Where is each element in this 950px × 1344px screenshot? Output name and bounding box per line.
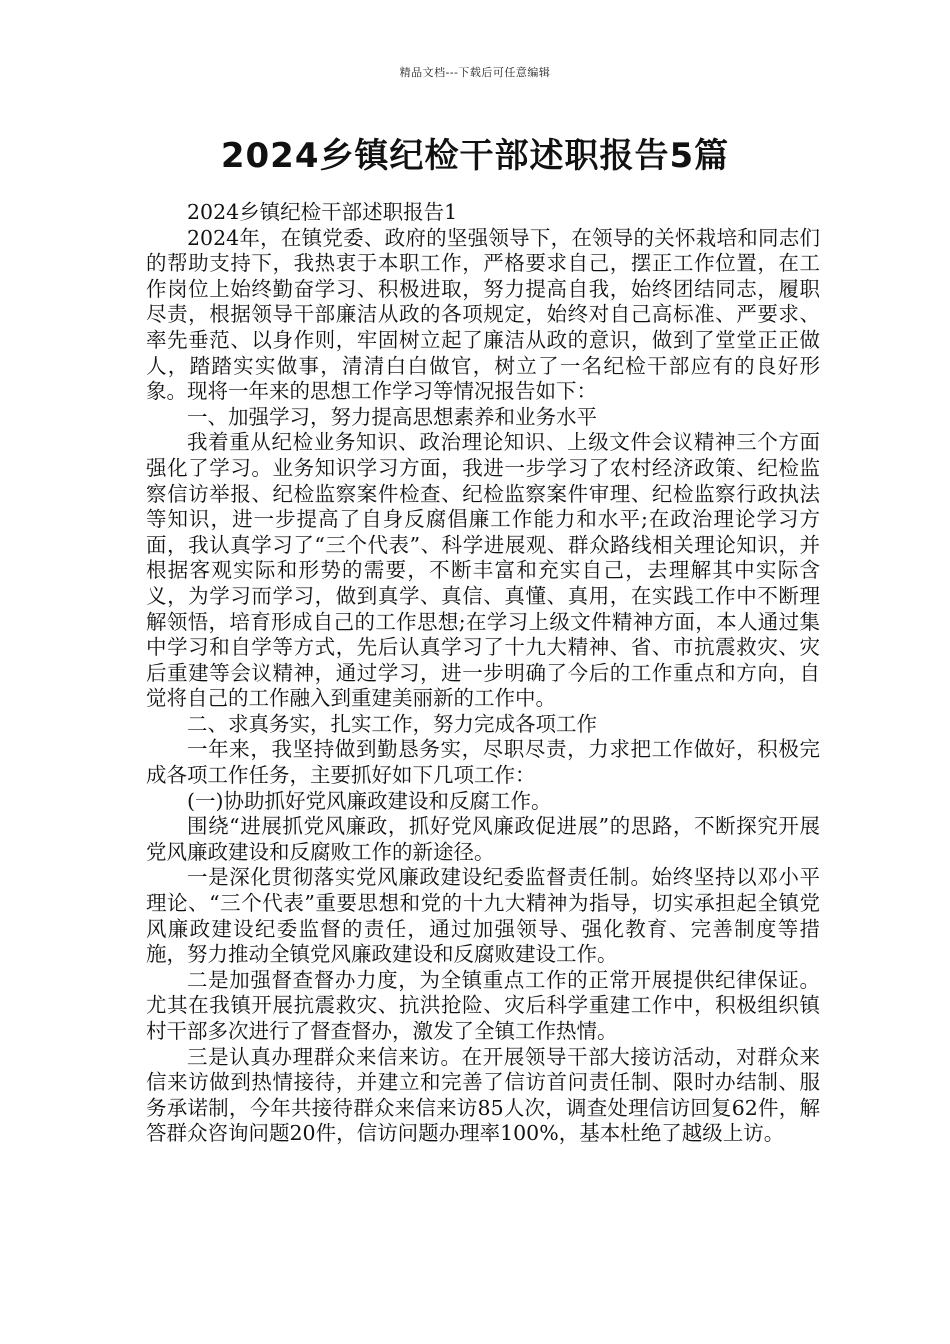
point-one-paragraph: 一是深化贯彻落实党风廉政建设纪委监督责任制。始终坚持以邓小平理论、“三个代表”重要思想和党的十九大精神为指导，切实承担起全镇党风廉政建设纪委监督的责任，通过加强领导、强化教育、完善制度等措施，努力推动全镇党风廉政建设和反腐败建设工作。	[146, 865, 820, 967]
document-body	[146, 200, 820, 1147]
document-title: 2024乡镇纪检干部述职报告5篇	[220, 136, 730, 176]
work-intro-paragraph: 一年来，我坚持做到勤恳务实，尽职尽责，力求把工作做好，积极完成各项工作任务，主要抓好如下几项工作：	[146, 737, 820, 788]
intro-paragraph: 2024年，在镇党委、政府的坚强领导下，在领导的关怀栽培和同志们的帮助支持下，我热衷于本职工作，严格要求自己，摆正工作位置，在工作岗位上始终勤奋学习、积极进取，努力提高自我，始终团结同志，履职尽责，根据领导干部廉洁从政的各项规定，始终对自己高标准、严要求、率先垂范、以身作则，牢固树立起了廉洁从政的意识，做到了堂堂正正做人，踏踏实实做事，清清白白做官，树立了一名纪检干部应有的良好形象。现将一年来的思想工作学习等情况报告如下：	[146, 225, 820, 404]
section-heading-study: 一、加强学习，努力提高思想素养和业务水平	[187, 404, 597, 429]
point-two-paragraph: 二是加强督查督办力度，为全镇重点工作的正常开展提供纪律保证。尤其在我镇开展抗震救灾、抗洪抢险、灾后科学重建工作中，积极组织镇村干部多次进行了督查督办，激发了全镇工作热情。	[146, 967, 820, 1043]
section-heading-work: 二、求真务实，扎实工作，努力完成各项工作	[187, 711, 597, 736]
section-heading-report-1: 2024乡镇纪检干部述职报告1	[187, 200, 458, 224]
subsection-heading-anticorruption: (一)协助抓好党风廉政建设和反腐工作。	[187, 788, 552, 813]
point-three-paragraph: 三是认真办理群众来信来访。在开展领导干部大接访活动，对群众来信来访做到热情接待，并建立和完善了信访首问责任制、限时办结制、服务承诺制，今年共接待群众来信来访85人次，调查处理信访回复62件，解答群众咨询问题20件，信访问题办理率100%，基本杜绝了越级上访。	[146, 1044, 820, 1146]
anticorruption-intro-paragraph: 围绕“进展抓党风廉政，抓好党风廉政促进展”的思路，不断探究开展党风廉政建设和反腐败工作的新途径。	[146, 814, 820, 864]
header-note: 精品文档---下载后可任意编辑	[399, 66, 551, 79]
study-paragraph: 我着重从纪检业务知识、政治理论知识、上级文件会议精神三个方面强化了学习。业务知识学习方面，我进一步学习了农村经济政策、纪检监察信访举报、纪检监察案件检查、纪检监察案件审理、纪检监察行政执法等知识，进一步提高了自身反腐倡廉工作能力和水平;在政治理论学习方面，我认真学习了“三个代表”、科学进展观、群众路线相关理论知识，并根据客观实际和形势的需要，不断丰富和充实自己，去理解其中实际含义，为学习而学习，做到真学、真信、真懂、真用，在实践工作中不断理解领悟，培育形成自己的工作思想;在学习上级文件精神方面，本人通过集中学习和自学等方式，先后认真学习了十九大精神、省、市抗震救灾、灾后重建等会议精神，通过学习，进一步明确了今后的工作重点和方向，自觉将自己的工作融入到重建美丽新的工作中。	[146, 430, 820, 711]
